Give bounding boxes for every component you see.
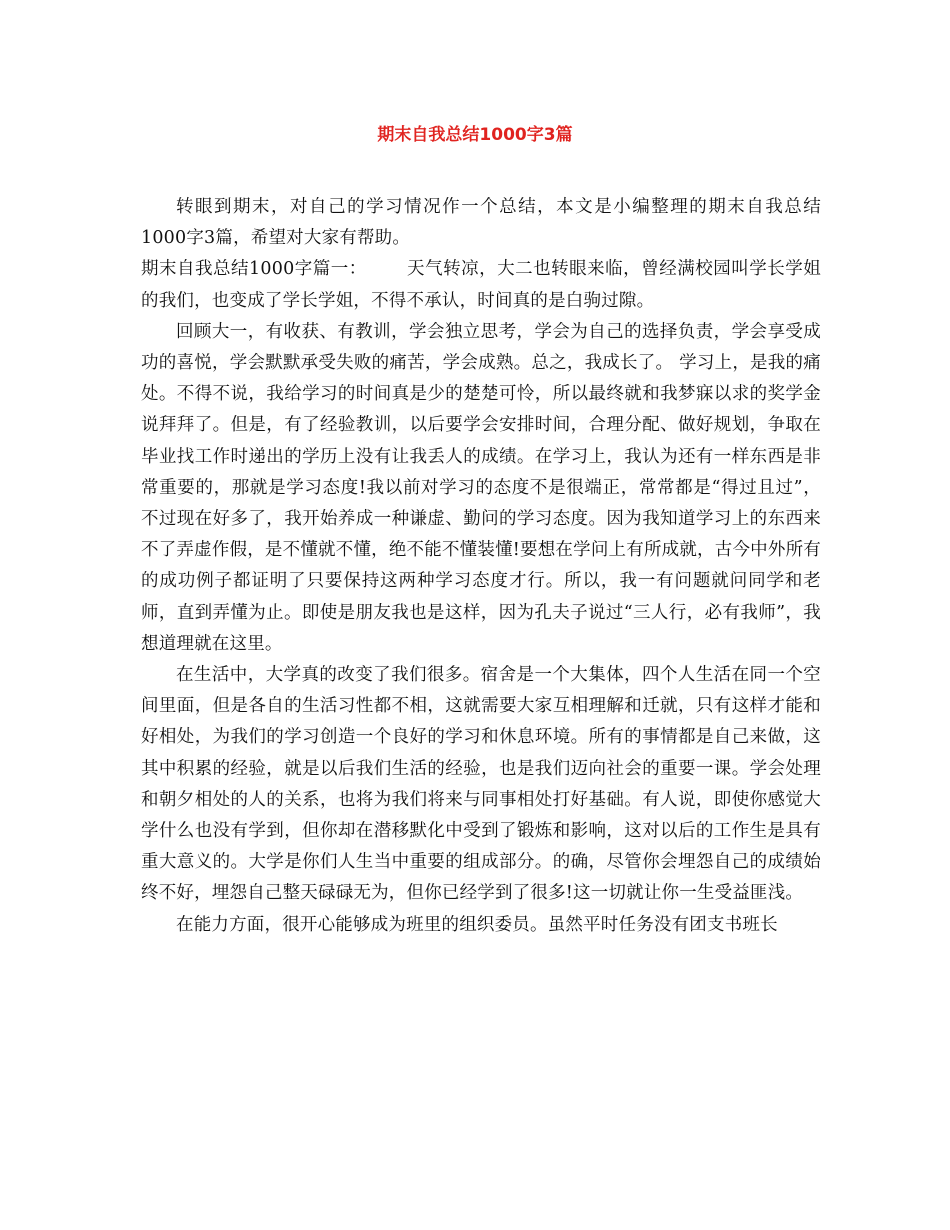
section-one-text: 天气转凉，大二也转眼来临，曾经满校园叫学长学姐的我们，也变成了学长学姐，不得不承认，时间真的是白驹过隙。: [141, 259, 821, 311]
section-one-heading: 期末自我总结1000字篇一：: [141, 259, 367, 280]
intro-paragraph: 转眼到期末，对自己的学习情况作一个总结，本文是小编整理的期末自我总结1000字3篇，希望对大家有帮助。: [141, 197, 821, 249]
life-paragraph: 在生活中，大学真的改变了我们很多。宿舍是一个大集体，四个人生活在同一个空间里面，但是各自的生活习性都不相，这就需要大家互相理解和迁就，只有这样才能和好相处，为我们的学习创造一个良好的学习和休息环境。所有的事情都是自己来做，这其中积累的经验，就是以后我们生活的经验，也是我们迈向社会的重要一课。学会处理和朝夕相处的人的关系，也将为我们将来与同事相处打好基础。有人说，即使你感觉大学什么也没有学到，但你却在潜移默化中受到了锻炼和影响，这对以后的工作生是具有重大意义的。大学是你们人生当中重要的组成部分。的确，尽管你会埋怨自己的成绩始终不好，埋怨自己整天碌碌无为，但你已经学到了很多!这一切就让你一生受益匪浅。: [141, 665, 821, 904]
ability-paragraph: 在能力方面，很开心能够成为班里的组织委员。虽然平时任务没有团支书班长: [176, 914, 778, 935]
study-paragraph: 回顾大一，有收获、有教训，学会独立思考，学会为自己的选择负责，学会享受成功的喜悦，学会默默承受失败的痛苦，学会成熟。总之，我成长了。 学习上，是我的痛处。不得不说，我给学习的时间真是少的楚楚可怜，所以最终就和我梦寐以求的奖学金说拜拜了。但是，有了经验教训，以后要学会安排时间，合理分配、做好规划，争取在毕业找工作时递出的学历上没有让我丢人的成绩。在学习上，我认为还有一样东西是非常重要的，那就是学习态度!我以前对学习的态度不是很端正，常常都是“得过且过”，不过现在好多了，我开始养成一种谦虚、勤问的学习态度。因为我知道学习上的东西来不了弄虚作假，是不懂就不懂，绝不能不懂装懂!要想在学问上有所成就，古今中外所有的成功例子都证明了只要保持这两种学习态度才行。所以，我一有问题就问同学和老师，直到弄懂为止。即使是朋友我也是这样，因为孔夫子说过“三人行，必有我师”，我想道理就在这里。: [141, 321, 821, 654]
document-body: [141, 192, 821, 941]
document-title: 期末自我总结1000字3篇: [377, 125, 573, 145]
section-one-paragraph: [141, 254, 821, 316]
